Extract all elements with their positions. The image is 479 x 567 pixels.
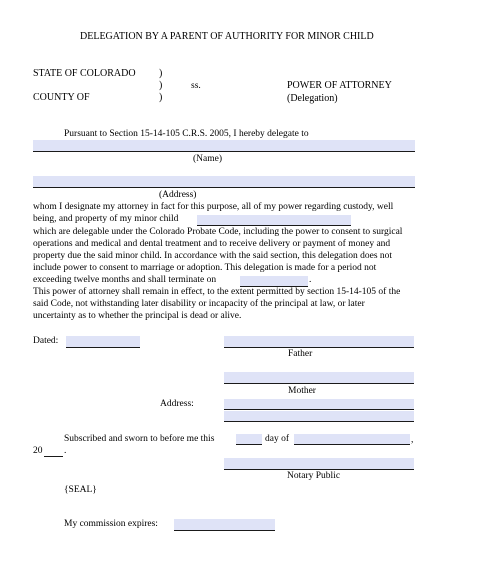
- name-label: (Name): [193, 154, 223, 164]
- state-label: STATE OF COLORADO: [33, 68, 136, 79]
- pursuant-statement: Pursuant to Section 15-14-105 C.R.S. 2005, I hereby delegate to: [64, 129, 309, 139]
- document-title: DELEGATION BY A PARENT OF AUTHORITY FOR MINOR CHILD: [80, 31, 374, 42]
- body-line-5: property due the said minor child. In accordance with the said section, this delegation does not: [33, 251, 393, 261]
- address-sub-label: (Address): [159, 190, 197, 200]
- poa-title: POWER OF ATTORNEY: [287, 80, 392, 91]
- sworn-day-field[interactable]: [236, 434, 262, 445]
- dated-field[interactable]: [66, 336, 140, 348]
- body-line-6: include power to consent to marriage or adoption. This delegation is made for a period not: [33, 263, 377, 273]
- county-label: COUNTY OF: [33, 92, 90, 103]
- termination-period: .: [309, 275, 312, 285]
- paren-1: ): [159, 68, 163, 79]
- commission-expires-label: My commission expires:: [64, 519, 158, 529]
- body-line-9: said Code, not withstanding later disability or incapacity of the principal at law, or later: [33, 299, 365, 309]
- paren-3: ): [159, 92, 163, 103]
- year-field[interactable]: [44, 446, 63, 457]
- father-signature-field[interactable]: [224, 336, 414, 348]
- day-of-label: day of: [265, 434, 290, 444]
- body-line-2: being, and property of my minor child: [33, 214, 179, 224]
- dated-label: Dated:: [33, 336, 59, 346]
- year-period: .: [64, 446, 67, 456]
- delegation-subtitle: (Delegation): [287, 93, 338, 104]
- minor-child-field[interactable]: [197, 215, 351, 226]
- delegate-name-field[interactable]: [33, 140, 415, 152]
- year-prefix: 20: [33, 446, 43, 456]
- commission-expires-field[interactable]: [174, 519, 275, 531]
- termination-date-field[interactable]: [240, 276, 308, 287]
- ss-label: ss.: [191, 81, 201, 91]
- notary-public-label: Notary Public: [287, 471, 341, 481]
- address-label: Address:: [160, 399, 194, 409]
- mother-label: Mother: [288, 386, 316, 396]
- body-line-10: uncertainty as to whether the principal is dead or alive.: [33, 311, 242, 321]
- delegate-address-field[interactable]: [33, 176, 415, 188]
- body-line-7: exceeding twelve months and shall terminate on: [33, 275, 217, 285]
- address-field-2[interactable]: [224, 411, 414, 422]
- mother-signature-field[interactable]: [224, 372, 414, 384]
- sworn-month-field[interactable]: [294, 434, 410, 445]
- body-line-8: This power of attorney shall remain in effect, to the extent permitted by section 15-14-105 of the: [33, 287, 401, 297]
- father-label: Father: [288, 349, 313, 359]
- notary-signature-field[interactable]: [224, 458, 414, 470]
- sworn-comma: ,: [411, 435, 414, 445]
- body-line-3: which are delegable under the Colorado Probate Code, including the power to consent to surgical: [33, 227, 403, 237]
- body-line-1: whom I designate my attorney in fact for this purpose, all of my power regarding custody, well: [33, 202, 394, 212]
- paren-2: ): [159, 80, 163, 91]
- subscribed-statement: Subscribed and sworn to before me this: [64, 434, 215, 444]
- address-field-1[interactable]: [224, 399, 414, 410]
- body-line-4: operations and medical and dental treatment and to receive delivery or payment of money and: [33, 239, 391, 249]
- seal-label: {SEAL}: [64, 485, 97, 495]
